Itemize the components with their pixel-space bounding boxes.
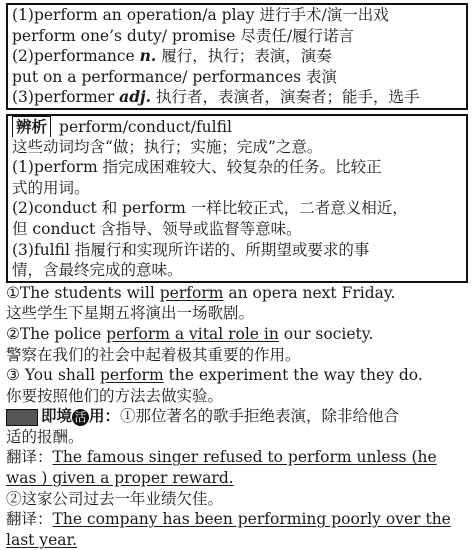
answer-text: last year. [6,530,78,549]
underlined-text: perform a vital role in [106,324,279,343]
example-zh: 这些学生下星期五将演出一场歌剧。 [6,304,255,323]
analysis-tag: 辨析 [12,116,51,137]
practice-question [6,406,468,427]
example-en [6,283,468,304]
text: the experiment the way they do. [163,366,423,385]
example-zh: 你要按照他们的方法去做实验。 [6,386,224,405]
practice-title: 即境 [41,406,73,426]
analysis-line: 式的用词。 [12,178,90,197]
meaning: 执行者，表演者，演奏者；能手，选手 [151,88,420,107]
answer-line [6,447,468,468]
document-page [6,3,468,550]
meaning: 履行，执行；表演，演奏 [156,47,332,66]
word: (3)performer [12,88,120,107]
part-of-speech: adj. [119,87,152,107]
answer-text: The company has been performing poorly over the [52,510,451,529]
practice-title-badge: 活 [72,409,89,426]
underlined-text: perform [159,283,224,302]
analysis-line: 这些动词均含“做；执行；实施；完成”之意。 [12,137,323,156]
answer-text: The famous singer refused to perform unless (he [52,448,437,467]
phrase-line: put on a performance/ performances 表演 [12,67,338,86]
analysis-box [6,114,468,283]
practice-title-suffix: 用： [89,406,121,426]
question-text: ②这家公司过去一年业绩欠佳。 [6,489,224,508]
text: an opera next Friday. [223,283,396,302]
word: (2)performance [12,47,140,66]
text: ③ You shall [6,366,100,385]
analysis-line: 但 conduct 含指导、领导或监督等意味。 [12,219,302,238]
answer-line [6,509,468,530]
analysis-header [12,116,462,137]
answer-label: 翻译： [6,448,53,467]
analysis-title: perform/conduct/fulfil [59,117,232,136]
phrase-line [12,46,462,67]
part-of-speech: n. [139,46,157,66]
question-text: 适的报酬。 [6,427,84,446]
phrase-line: (1)perform an operation/a play 进行手术/演一出戏 [12,6,389,24]
text: ①The students will [6,283,160,302]
analysis-line: (2)conduct 和 perform 一样比较正式，二者意义相近， [12,199,408,218]
text: ②The police [6,324,107,343]
text: our society. [278,324,374,343]
example-zh: 警察在我们的社会中起着极其重要的作用。 [6,345,301,364]
book-icon [6,409,38,426]
phrase-box [6,3,468,110]
answer-label: 翻译： [6,510,53,529]
phrase-line [12,87,462,108]
answer-text: was ) given a proper reward. [6,469,234,488]
examples [6,283,468,407]
analysis-line: (1)perform 指完成困难较大、较复杂的任务。比较正 [12,158,382,177]
analysis-line: 情，含最终完成的意味。 [12,261,183,280]
question-text: ①那位著名的歌手拒绝表演，除非给他合 [120,407,400,426]
answer-line [6,468,468,489]
answer-line [6,530,468,550]
example-en [6,365,468,386]
phrase-line: perform one’s duty/ promise 尽责任/履行诺言 [12,26,355,45]
analysis-line: (3)fulfil 指履行和实现所许诺的、所期望或要求的事 [12,240,370,259]
underlined-text: perform [99,366,164,385]
practice-section [6,406,468,550]
example-en [6,324,468,345]
